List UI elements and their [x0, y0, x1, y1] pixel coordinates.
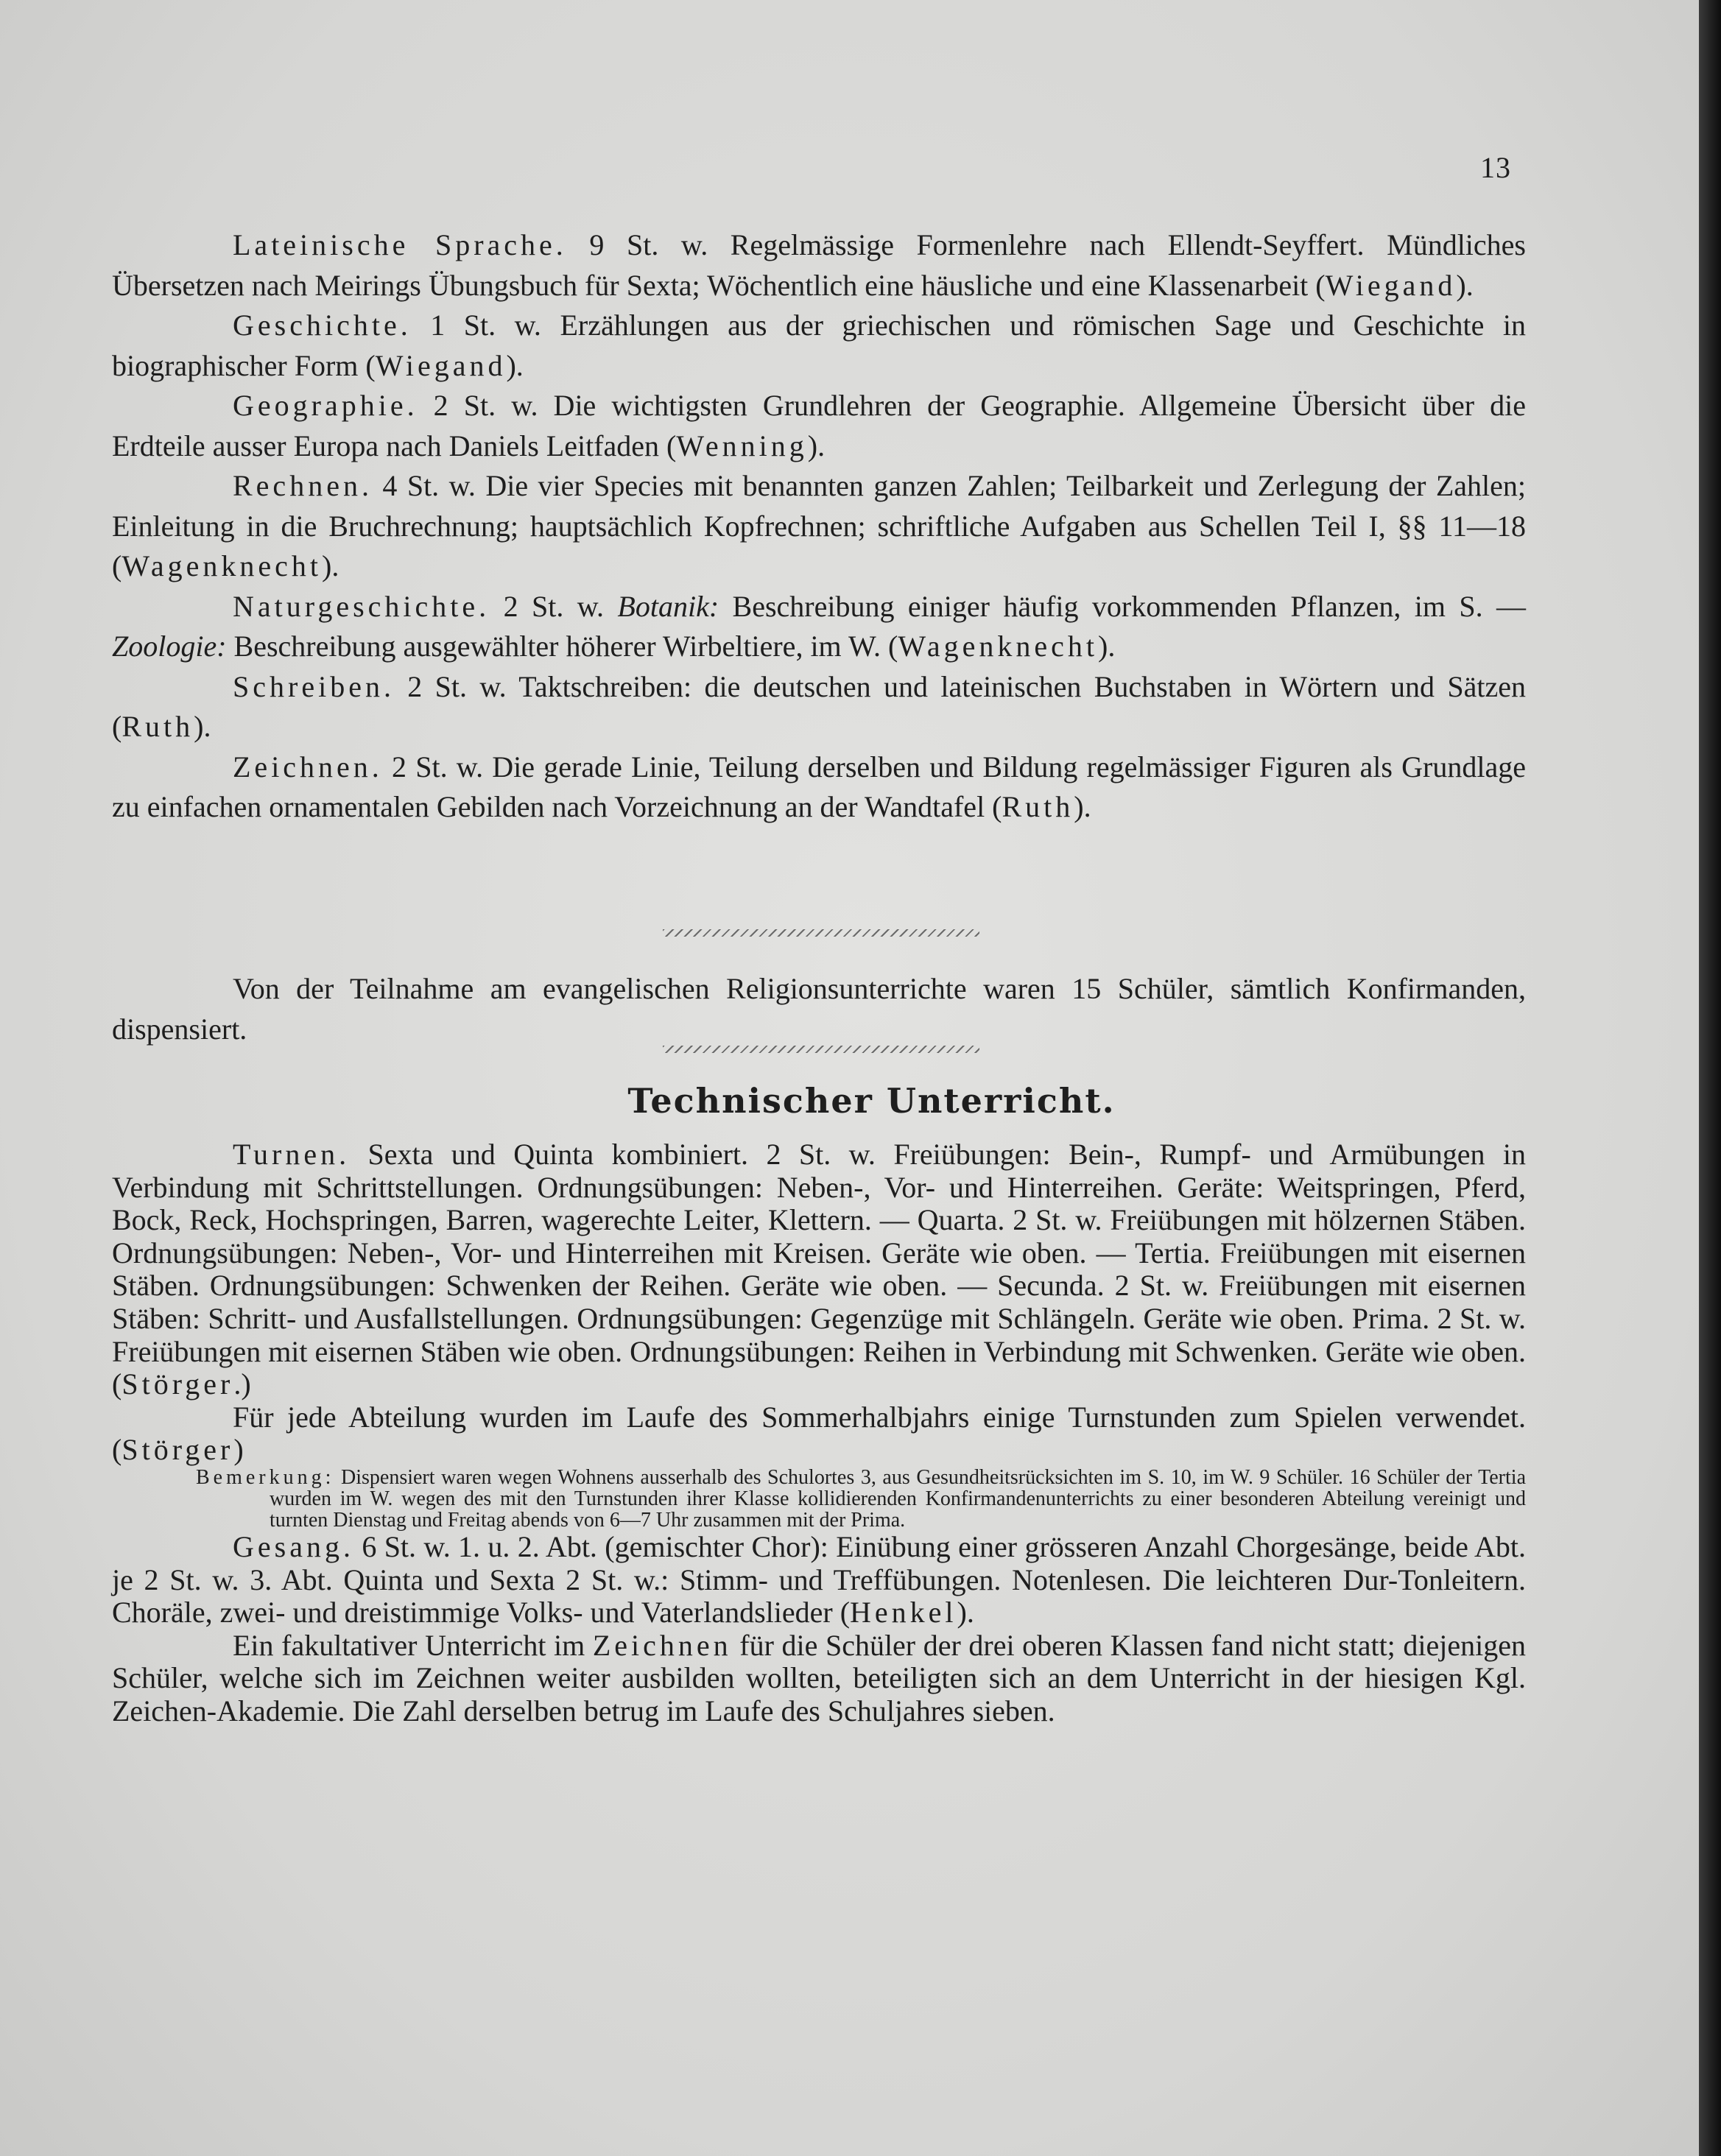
ornamental-rule-top	[663, 929, 979, 937]
dispensation-section	[112, 969, 1526, 1049]
singing-paragraph: Gesang. 6 St. w. 1. u. 2. Abt. (gemischter Chor): Einübung einer grösseren Anzahl Chorgesänge, beide Abt. je 2 St. w. 3. Abt. Quinta und Sexta 2 St. w.: Stimm- und Treffübungen. Notenlesen. Die leichteren Dur-Tonleitern. Choräle, zwei- und dreistimmige Volks- und Vaterlandslieder (Henkel).	[112, 1529, 1526, 1630]
subject-drawing: Zeichnen. 2 St. w. Die gerade Linie, Teilung derselben und Bildung regelmässiger Figuren als Grundlage zu einfachen ornamentalen Gebilden nach Vorzeichnung an der Wandtafel (Ruth).	[112, 750, 1526, 823]
subject-natural-history: Naturgeschichte. 2 St. w. Botanik: Beschreibung einiger häufig vorkommenden Pflanzen, im S. — Zoologie: Beschreibung ausgewählter höherer Wirbeltiere, im W. (Wagenknecht).	[112, 589, 1526, 663]
subject-geography: Geographie. 2 St. w. Die wichtigsten Grundlehren der Geographie. Allgemeine Übersicht über die Erdteile ausser Europa nach Daniels Leitfaden (Wenning).	[112, 389, 1526, 462]
page-number: 13	[1480, 151, 1511, 184]
subject-arithmetic: Rechnen. 4 St. w. Die vier Species mit benannten ganzen Zahlen; Teilbarkeit und Zerlegung der Zahlen; Einleitung in die Bruchrechnung; hauptsächlich Kopfrechnen; schriftliche Aufgaben aus Schellen Teil I, §§ 11—18 (Wagenknecht).	[112, 469, 1526, 582]
remark-note: Bemerkung: Dispensiert waren wegen Wohnens ausserhalb des Schulortes 3, aus Gesundheitsrücksichten im S. 10, im W. 9 Schüler. 16 Schüler der Tertia wurden im W. wegen des mit den Turnstunden ihrer Klasse kollidierenden Konfirmandenunterrichts zu einer besonderen Abteilung vereinigt und turnten Dienstag und Freitag abends von 6—7 Uhr zusammen mit der Prima.	[196, 1465, 1526, 1532]
subjects-section	[112, 225, 1526, 828]
page-edge-shadow	[1699, 0, 1721, 2156]
subject-writing: Schreiben. 2 St. w. Taktschreiben: die deutschen und lateinischen Buchstaben in Wörtern und Sätzen (Ruth).	[112, 669, 1526, 743]
games-paragraph: Für jede Abteilung wurden im Laufe des Sommerhalbjahrs einige Turnstunden zum Spielen verwendet. (Störger)	[112, 1400, 1526, 1467]
technical-section	[112, 1138, 1526, 1728]
gymnastics-paragraph: Turnen. Sexta und Quinta kombiniert. 2 St. w. Freiübungen: Bein-, Rumpf- und Armübungen in Verbindung mit Schrittstellungen. Ordnungsübungen: Neben-, Vor- und Hinterreihen. Geräte: Weitspringen, Pferd, Bock, Reck, Hochspringen, Barren, wagerechte Leiter, Klettern. — Quarta. 2 St. w. Freiübungen mit hölzernen Stäben. Ordnungsübungen: Neben-, Vor- und Hinterreihen mit Kreisen. Geräte wie oben. — Tertia. Freiübungen mit eisernen Stäben. Ordnungsübungen: Schwenken der Reihen. Geräte wie oben. — Secunda. 2 St. w. Freiübungen mit eisernen Stäben: Schritt- und Ausfallstellungen. Ordnungsübungen: Gegenzüge mit Schlängeln. Geräte wie oben. Prima. 2 St. w. Freiübungen mit eisernen Stäben wie oben. Ordnungsübungen: Reihen in Verbindung mit Schwenken. Geräte wie oben. (Störger.)	[112, 1138, 1526, 1401]
section-title-technical: Technischer Unterricht.	[627, 1081, 1116, 1121]
optional-drawing-paragraph: Ein fakultativer Unterricht im Zeichnen für die Schüler der drei oberen Klassen fand nicht statt; diejenigen Schüler, welche sich im Zeichnen weiter ausbilden wollten, beteiligten sich an dem Unterricht in der hiesigen Kgl. Zeichen-Akademie. Die Zahl derselben betrug im Laufe des Schuljahres sieben.	[112, 1628, 1526, 1727]
ornamental-rule-bottom	[663, 1046, 979, 1053]
subject-latin: Lateinische Sprache. 9 St. w. Regelmässige Formenlehre nach Ellendt-Seyffert. Mündliches Übersetzen nach Meirings Übungsbuch für Sexta; Wöchentlich eine häusliche und eine Klassenarbeit (Wiegand).	[112, 228, 1526, 302]
subject-history: Geschichte. 1 St. w. Erzählungen aus der griechischen und römischen Sage und Geschichte in biographischer Form (Wiegand).	[112, 309, 1526, 382]
dispensation-paragraph: Von der Teilnahme am evangelischen Religionsunterrichte waren 15 Schüler, sämtlich Konfirmanden, dispensiert.	[112, 972, 1526, 1046]
